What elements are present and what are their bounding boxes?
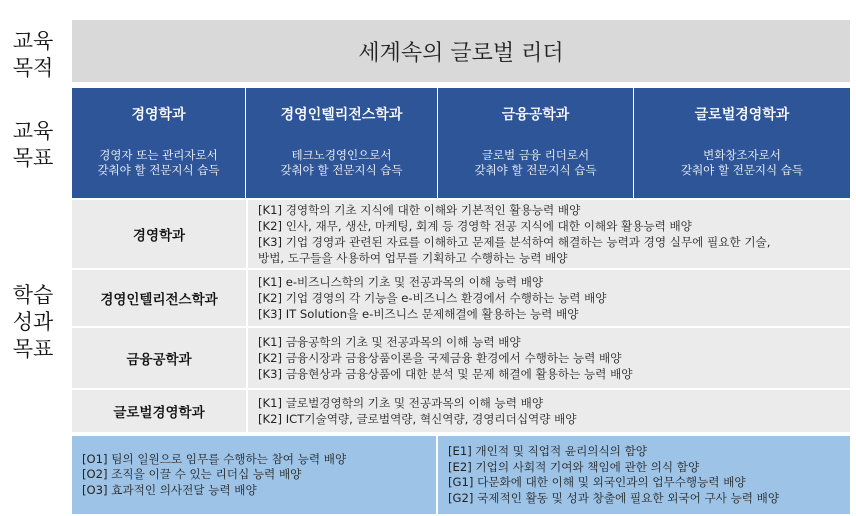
goal-desc-line: 갖춰야 할 전문지식 습득	[474, 163, 597, 177]
goal-cell-business	[72, 88, 246, 198]
goal-cell-global-business	[634, 88, 850, 198]
outcome-item: [K1] 금융공학의 기초 및 전공과목의 이해 능력 배양	[258, 335, 521, 349]
label-education-purpose	[0, 28, 66, 82]
outcome-row-financial-engineering	[72, 328, 850, 390]
goal-desc-line: 갖춰야 할 전문지식 습득	[97, 163, 220, 177]
goal-desc-line: 갖춰야 할 전문지식 습득	[280, 163, 403, 177]
learning-outcomes-table	[72, 200, 850, 434]
common-outcome-item: [O3] 효과적인 의사전달 능력 배양	[82, 482, 257, 497]
goal-title: 금융공학과	[501, 107, 570, 123]
common-outcome-item: [E1] 개인적 및 직업적 윤리의식의 함양	[448, 444, 647, 458]
outcome-item: [K3] IT Solution을 e-비즈니스 문제해결에 활용하는 능력 배양	[258, 307, 579, 321]
education-goals-row	[72, 88, 850, 198]
goal-desc-line: 변화창조자로서	[703, 148, 781, 162]
label-line: 목표	[12, 337, 54, 361]
outcome-items	[248, 328, 850, 388]
outcome-item: [K1] e-비즈니스학의 기초 및 전공과목의 이해 능력 배양	[258, 275, 544, 289]
label-line: 교육	[12, 29, 54, 53]
outcome-item: [K2] ICT기술역량, 글로벌역량, 혁신역량, 경영리더십역량 배양	[258, 412, 577, 426]
outcome-major: 글로벌경영학과	[72, 390, 248, 432]
common-outcome-item: [G2] 국제적인 활동 및 성과 창출에 필요한 외국어 구사 능력 배양	[448, 490, 780, 505]
goal-title: 글로벌경영학과	[694, 107, 790, 123]
outcome-row-business	[72, 200, 850, 270]
goal-desc-line: 갖춰야 할 전문지식 습득	[680, 163, 804, 177]
goal-title: 경영학과	[131, 107, 186, 123]
common-outcome-item: [G1] 다문화에 대한 이해 및 외국인과의 업무수행능력 배양	[448, 475, 746, 489]
outcome-item: 방법, 도구들을 사용하여 업무를 기획하고 수행하는 능력 배양	[258, 251, 568, 265]
outcome-item: [K2] 인사, 재무, 생산, 마케팅, 회계 등 경영학 전공 지식에 대한 이해와 활용능력 배양	[258, 219, 692, 233]
outcome-major: 금융공학과	[72, 328, 248, 388]
education-purpose-banner: 세계속의 글로벌 리더	[72, 20, 850, 82]
outcome-major: 경영학과	[72, 200, 248, 268]
goal-cell-financial-engineering	[438, 88, 634, 198]
common-outcomes-row	[72, 436, 850, 514]
label-line: 목표	[12, 146, 54, 170]
outcome-item: [K1] 경영학의 기초 지식에 대한 이해와 기본적인 활용능력 배양	[258, 203, 581, 217]
label-line: 학습	[12, 283, 54, 307]
outcome-item: [K1] 글로벌경영학의 기초 및 전공과목의 이해 능력 배양	[258, 396, 544, 410]
goal-cell-business-intelligence	[246, 88, 438, 198]
outcome-item: [K3] 금융현상과 금융상품에 대한 분석 및 문제 해결에 활용하는 능력 배양	[258, 367, 633, 381]
outcome-item: [K2] 금융시장과 금융상품이론을 국제금융 환경에서 수행하는 능력 배양	[258, 351, 622, 365]
common-outcome-item: [O1] 팀의 일원으로 임무를 수행하는 참여 능력 배양	[82, 451, 347, 466]
common-outcomes-left	[72, 436, 438, 514]
outcome-row-global-business	[72, 390, 850, 434]
common-outcomes-right	[438, 436, 850, 514]
label-line: 성과	[12, 310, 54, 334]
goal-desc-line: 글로벌 금융 리더로서	[481, 148, 590, 162]
goal-desc-line: 테크노경영인으로서	[291, 148, 392, 162]
label-line: 교육	[12, 119, 54, 143]
outcome-item: [K2] 기업 경영의 각 기능을 e-비즈니스 환경에서 수행하는 능력 배양	[258, 291, 607, 305]
goal-title: 경영인텔리전스학과	[280, 107, 403, 123]
outcome-items	[248, 390, 850, 432]
outcome-item: [K3] 기업 경영과 관련된 자료를 이해하고 문제를 분석하여 해결하는 능력과 경영 실무에 필요한 기술,	[258, 235, 771, 249]
label-learning-outcome-goal	[0, 282, 66, 363]
outcome-items	[248, 200, 850, 268]
outcome-row-business-intelligence	[72, 270, 850, 328]
outcome-major: 경영인텔리전스학과	[72, 270, 248, 326]
outcome-items	[248, 270, 850, 326]
label-education-goal	[0, 118, 66, 172]
goal-desc-line: 경영자 또는 관리자로서	[99, 148, 218, 162]
common-outcome-item: [E2] 기업의 사회적 기여와 책임에 관한 의식 함양	[448, 459, 700, 474]
label-line: 목적	[12, 56, 54, 80]
common-outcome-item: [O2] 조직을 이끌 수 있는 리더십 능력 배양	[82, 467, 302, 482]
